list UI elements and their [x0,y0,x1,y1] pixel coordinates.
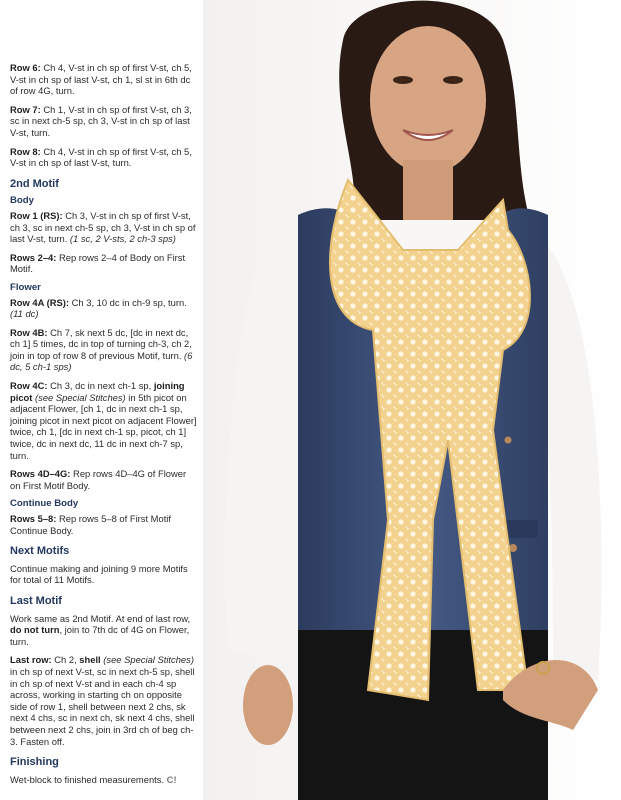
face [370,26,486,174]
row-4b [10,327,198,373]
row-label: Row 6: [10,62,41,73]
row-text: Ch 4, V-st in ch sp of first V-st, ch 5, V-st in ch sp of last V-st, ch 1, sl st in 6th dc of row 4G, turn. [10,62,192,97]
stitch-term: joining picot [10,380,185,403]
pattern-text-column [10,62,198,792]
stitch-count: (11 dc) [10,308,39,320]
row-label: Row 4B: [10,326,48,338]
emphasis: do not turn [10,624,60,636]
stitch-count: (1 sc, 2 V-sts, 2 ch-3 sps) [69,233,176,245]
next-motifs-text: Continue making and joining 9 more Motifs for total of 11 Motifs. [10,562,188,586]
row-label: Rows 2–4: [10,251,57,263]
para-text: Wet-block to finished measurements. [10,773,167,785]
row-7 [10,104,198,139]
row-label: Rows 4D–4G: [10,468,71,480]
stitch-count: (6 dc, 5 ch-1 sps) [10,349,193,373]
hand-left [243,665,293,745]
rows-4d-4g [10,468,198,491]
stitch-note: (see Special Stitches) [100,654,194,666]
rows-2-4 [10,252,198,275]
section-heading-next-motifs: Next Motifs [10,545,70,558]
row-label: Row 1 (RS): [10,209,63,221]
para-text: , join to 7th dc of 4G on Flower, turn. [10,624,190,647]
row-label: Last row: [10,654,52,666]
section-heading-last-motif: Last Motif [10,594,62,607]
row-label: Row 7: [10,103,41,115]
last-row [10,654,198,747]
row-text: Ch 2, [51,654,80,666]
section-heading-2nd-motif: 2nd Motif [10,177,59,190]
row-text: Ch 3, V-st in ch sp of first V-st, ch 3, sc in next ch-5 sp, ch 3, V-st in ch sp of last V-st, turn. [10,209,196,245]
stitch-term: shell [79,654,101,666]
row-label: Rows 5–8: [10,513,57,524]
row-text: Rep rows 4D–4G of Flower on First Motif Body. [10,468,187,491]
finishing-text [10,774,198,786]
row-text: Rep rows 5–8 of First Motif Continue Body. [10,513,171,536]
subheading-flower: Flower [10,281,41,293]
neck [403,160,453,220]
last-motif-intro [10,613,198,648]
subheading-body: Body [10,195,34,207]
row-text: in 5th picot on adjacent Flower, [ch 1, dc in next ch-1 sp, joining picot in next picot on adjacent Flower] twice, ch 1, [dc in next ch-1 sp, picot, ch 1] twice, dc in next dc, 11 dc in next ch-7 sp, turn. [10,391,197,461]
rows-5-8 [10,513,198,536]
model-photo-illustration [203,0,621,800]
row-6 [10,62,198,97]
row-4a [10,297,198,320]
row-8 [10,146,198,169]
row-text: Ch 1, V-st in ch sp of first V-st, ch 3, sc in next ch-5 sp, ch 3, V-st in ch sp of last V-st, turn. [10,103,192,138]
section-heading-finishing: Finishing [10,756,59,769]
magazine-logo: C! [166,773,177,785]
row-label: Row 8: [10,145,41,157]
row-label: Row 4C: [10,380,48,392]
row-text: Ch 3, dc in next ch-1 sp, [47,380,154,392]
stitch-note: (see Special Stitches) [32,391,126,403]
subheading-continue-body: Continue Body [10,498,79,510]
eye-left [393,76,413,84]
eye-right [443,76,463,84]
row-text: Rep rows 2–4 of Body on First Motif. [10,251,186,275]
row-text: Ch 7, sk next 5 dc, [dc in next dc, ch 1] 5 times, dc in top of turning ch-3, ch 2, join in top of row 8 of previous Motif, turn. [10,326,192,361]
row-text: Ch 3, 10 dc in ch-9 sp, turn. [69,296,187,308]
vest-button [505,437,512,444]
row-4c [10,380,198,461]
row-text: Ch 4, V-st in ch sp of first V-st, ch 5, V-st in ch sp of last V-st, turn. [10,145,192,169]
row-1 [10,210,198,245]
para-text: Work same as 2nd Motif. At end of last row, [10,612,191,624]
model-photo [203,0,621,800]
row-label: Row 4A (RS): [10,296,70,308]
row-text: in ch sp of next V-st, sc in next ch-5 sp, shell in ch sp of next V-st and in each ch-4 sp across, working in starting ch on opposite side of row 1, shell between next 2 chs, sk next 4 chs, sc in next ch, sk next 4 chs, shell between next 2 chs, join in 3rd ch of beg ch-3. Fasten off. [10,665,195,747]
